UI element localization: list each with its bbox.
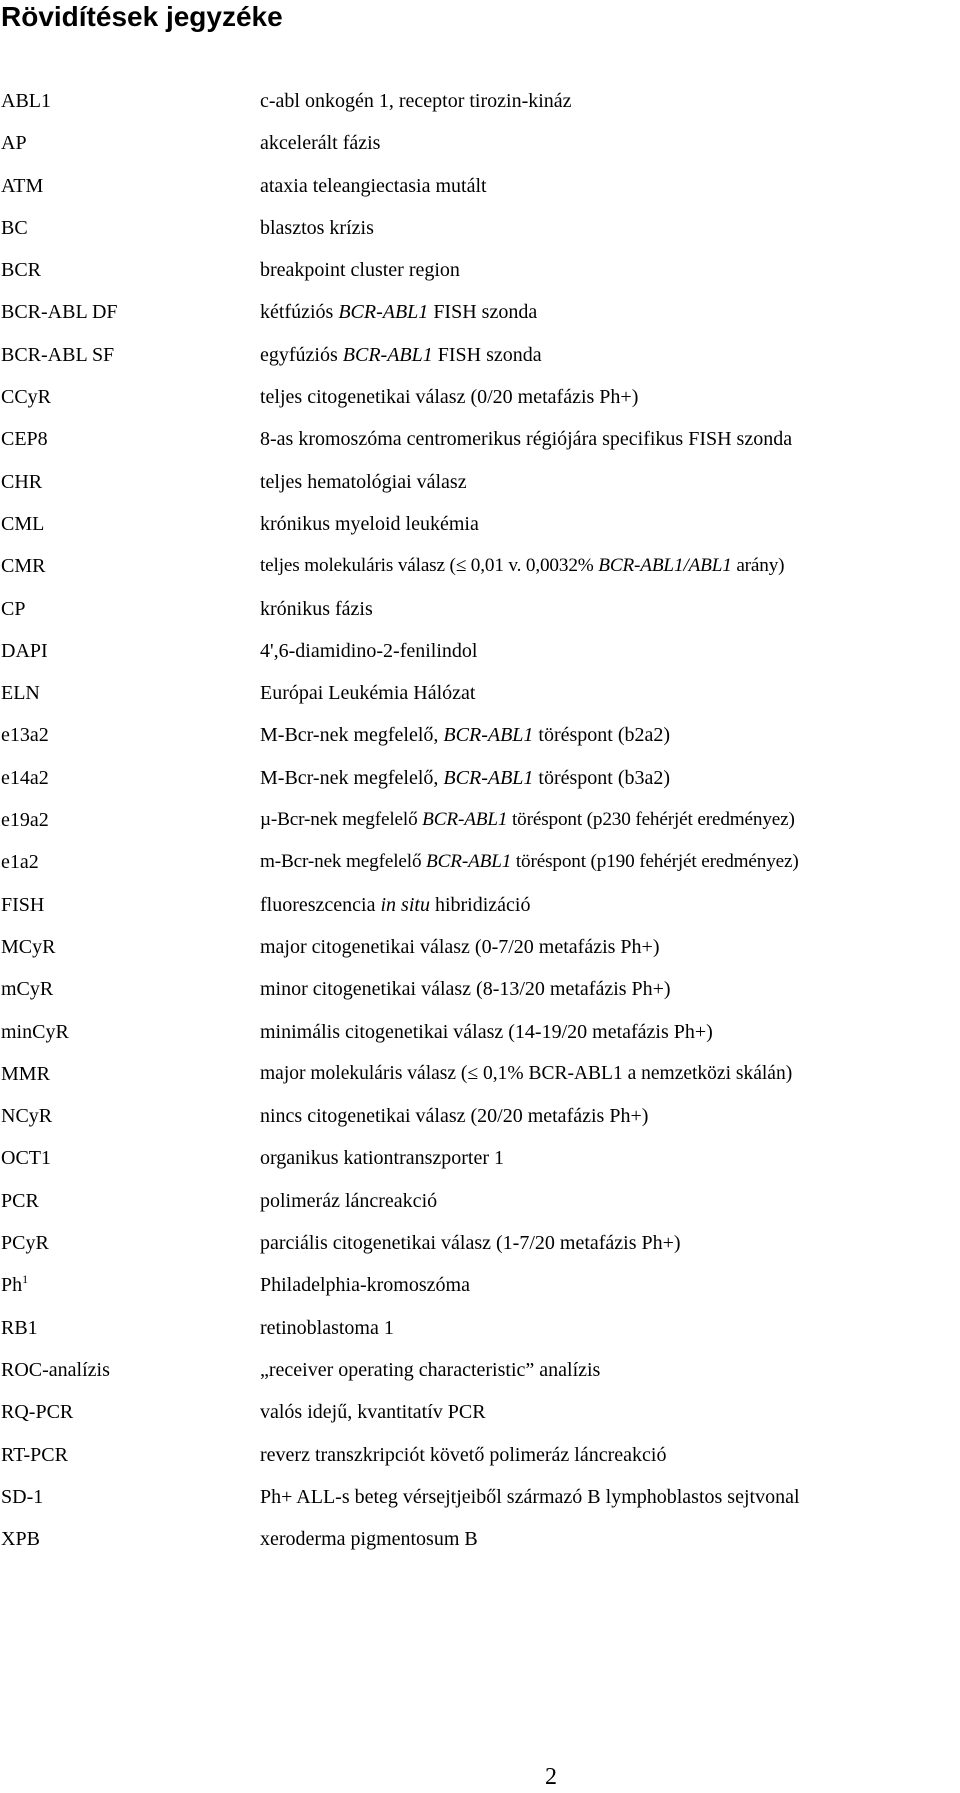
definition-text: minimális citogenetikai válasz (14-19/20 metafázis Ph+) [260, 1020, 713, 1043]
definition-text: teljes molekuláris válasz (≤ 0,01 v. 0,0032% [260, 555, 599, 577]
abbreviation-definition [260, 884, 530, 926]
abbreviation-term [1, 165, 43, 207]
abbreviation-term-text: e13a2 [1, 724, 49, 747]
definition-text: breakpoint cluster region [260, 259, 460, 282]
abbreviation-term [1, 714, 49, 756]
abbreviation-definition [260, 630, 477, 672]
abbreviation-row [0, 884, 960, 926]
abbreviation-term-text: ROC-analízis [1, 1358, 110, 1381]
abbreviation-term-text: e19a2 [1, 809, 49, 832]
definition-text: polimeráz láncreakció [260, 1189, 438, 1212]
definition-text: xeroderma pigmentosum B [260, 1528, 478, 1551]
abbreviation-row [0, 545, 960, 587]
abbreviation-term-text: CCyR [1, 386, 52, 409]
abbreviation-definition [260, 1095, 648, 1137]
definition-text: nincs citogenetikai válasz (20/20 metafázis Ph+) [260, 1105, 649, 1128]
abbreviation-definition [260, 1434, 666, 1476]
abbreviation-row [0, 1391, 960, 1433]
abbreviation-term-text: PCR [1, 1189, 39, 1212]
abbreviation-row [0, 1137, 960, 1179]
definition-italic-text: BCR-ABL1/ABL1 [598, 555, 732, 577]
definition-italic-text: in situ [380, 893, 430, 916]
abbreviation-term [1, 80, 51, 122]
abbreviation-row [0, 1307, 960, 1349]
abbreviation-term-text: ATM [1, 174, 44, 197]
abbreviation-term [1, 503, 44, 545]
abbreviation-row [0, 461, 960, 503]
abbreviation-term-text: CMR [1, 555, 46, 578]
abbreviation-row [0, 799, 960, 841]
abbreviation-row [0, 334, 960, 376]
abbreviation-definition [260, 1349, 600, 1391]
abbreviation-definition [260, 1137, 504, 1179]
definition-italic-text: BCR-ABL1 [443, 724, 534, 747]
abbreviation-term [1, 334, 114, 376]
page-number: 2 [545, 1764, 557, 1790]
abbreviation-definition [260, 1307, 394, 1349]
abbreviation-row [0, 630, 960, 672]
abbreviation-definition [260, 503, 479, 545]
definition-text: Európai Leukémia Hálózat [260, 682, 476, 705]
abbreviation-term-text: AP [1, 132, 27, 155]
abbreviation-definition [260, 1053, 792, 1095]
abbreviation-row [0, 757, 960, 799]
abbreviation-term-text: MCyR [1, 935, 56, 958]
definition-text: FISH szonda [432, 343, 542, 366]
abbreviation-term-text: DAPI [1, 639, 48, 662]
abbreviation-term-text: BCR [1, 259, 42, 282]
definition-italic-text: BCR-ABL1 [426, 851, 512, 873]
definition-text: töréspont (p230 fehérjét eredményez) [507, 809, 795, 831]
abbreviation-row [0, 80, 960, 122]
abbreviation-row [0, 122, 960, 164]
abbreviation-term-text: BC [1, 216, 28, 239]
abbreviation-definition [260, 249, 460, 291]
definition-text: reverz transzkripciót követő polimeráz láncreakció [260, 1443, 667, 1466]
abbreviation-term-text: e1a2 [1, 851, 39, 874]
page-title: Rövidítések jegyzéke [1, 1, 283, 32]
abbreviation-definition [260, 291, 537, 333]
abbreviation-term [1, 1222, 49, 1264]
definition-text: 8-as kromoszóma centromerikus régiójára specifikus FISH szonda [260, 428, 793, 451]
abbreviation-term [1, 1391, 73, 1433]
abbreviation-term-text: CML [1, 512, 45, 535]
abbreviation-definition [260, 122, 380, 164]
abbreviation-term-text: e14a2 [1, 766, 49, 789]
abbreviation-row [0, 1434, 960, 1476]
abbreviation-term [1, 1137, 51, 1179]
abbreviation-definition [260, 926, 659, 968]
abbreviation-term [1, 1476, 43, 1518]
abbreviation-term [1, 630, 48, 672]
abbreviation-term [1, 1053, 50, 1095]
abbreviation-term [1, 1180, 39, 1222]
abbreviation-row [0, 841, 960, 883]
definition-text: 4',6-diamidino-2-fenilindol [260, 639, 478, 662]
abbreviation-row [0, 207, 960, 249]
abbreviation-row [0, 249, 960, 291]
abbreviation-definition [260, 1011, 713, 1053]
abbreviation-row [0, 1349, 960, 1391]
abbreviation-term [1, 1434, 68, 1476]
abbreviation-term [1, 1349, 110, 1391]
abbreviation-term-text: NCyR [1, 1105, 53, 1128]
abbreviation-term-text: minCyR [1, 1020, 69, 1043]
definition-text: krónikus fázis [260, 597, 373, 620]
abbreviation-term-text: SD-1 [1, 1485, 44, 1508]
abbreviation-definition [260, 588, 373, 630]
abbreviation-term-text: mCyR [1, 978, 54, 1001]
abbreviation-term [1, 841, 39, 883]
abbreviation-term [1, 926, 55, 968]
definition-text: FISH szonda [428, 301, 538, 324]
definition-text: fluoreszcencia [260, 893, 381, 916]
abbreviation-term [1, 418, 48, 460]
definition-text: teljes hematológiai válasz [260, 470, 467, 493]
definition-text: Philadelphia-kromoszóma [260, 1274, 470, 1297]
abbreviation-row [0, 926, 960, 968]
abbreviation-row [0, 1476, 960, 1518]
abbreviation-term [1, 376, 51, 418]
abbreviation-definition [260, 1391, 486, 1433]
abbreviation-term-text: Ph [1, 1274, 23, 1297]
abbreviation-definition [260, 1476, 800, 1518]
abbreviation-term-text: RQ-PCR [1, 1401, 74, 1424]
abbreviation-definition [260, 799, 795, 841]
abbreviation-row [0, 968, 960, 1010]
abbreviation-term [1, 1264, 28, 1306]
abbreviation-row [0, 1180, 960, 1222]
definition-italic-text: BCR-ABL1 [342, 343, 433, 366]
definition-text: Ph+ ALL-s beteg vérsejtjeiből származó B lymphoblastos sejtvonal [260, 1485, 800, 1508]
abbreviation-definition [260, 841, 799, 883]
abbreviation-superscript: 1 [22, 1272, 29, 1287]
abbreviation-term [1, 1518, 40, 1560]
abbreviation-row [0, 714, 960, 756]
abbreviation-definition [260, 165, 487, 207]
abbreviation-definition [260, 1264, 470, 1306]
abbreviation-term [1, 291, 118, 333]
abbreviation-term-text: ABL1 [1, 90, 51, 112]
abbreviation-term [1, 884, 44, 926]
definition-text: blasztos krízis [260, 216, 374, 239]
abbreviation-term-text: OCT1 [1, 1147, 51, 1170]
abbreviation-list [0, 80, 960, 1560]
abbreviation-definition [260, 1518, 478, 1560]
abbreviation-row [0, 376, 960, 418]
abbreviation-term [1, 1307, 38, 1349]
abbreviation-row [0, 1264, 960, 1306]
definition-text: egyfúziós [260, 343, 343, 366]
abbreviation-term [1, 672, 40, 714]
abbreviation-definition [260, 757, 670, 799]
abbreviation-term-text: CHR [1, 470, 43, 493]
abbreviation-definition [260, 207, 374, 249]
abbreviation-definition [260, 968, 671, 1010]
definition-text: organikus kationtranszporter 1 [260, 1147, 505, 1170]
abbreviation-term-text: BCR-ABL DF [1, 301, 118, 324]
abbreviation-definition [260, 672, 475, 714]
definition-text: parciális citogenetikai válasz (1-7/20 metafázis Ph+) [260, 1232, 681, 1255]
abbreviation-term [1, 249, 41, 291]
abbreviation-term [1, 545, 45, 587]
abbreviation-term [1, 799, 49, 841]
definition-text: „receiver operating characteristic” analízis [260, 1358, 601, 1381]
abbreviation-term [1, 461, 42, 503]
abbreviation-row [0, 672, 960, 714]
definition-italic-text: BCR-ABL1 [422, 809, 508, 831]
abbreviation-term-text: RT-PCR [1, 1443, 68, 1466]
definition-text: teljes citogenetikai válasz (0/20 metafázis Ph+) [260, 386, 639, 409]
definition-text: major citogenetikai válasz (0-7/20 metafázis Ph+) [260, 935, 660, 958]
abbreviation-row [0, 1095, 960, 1137]
abbreviation-term [1, 207, 28, 249]
definition-text: kétfúziós [260, 301, 339, 324]
definition-text: arány) [731, 555, 785, 577]
abbreviation-definition [260, 714, 670, 756]
abbreviation-term-text: CP [1, 597, 26, 620]
definition-text: minor citogenetikai válasz (8-13/20 metafázis Ph+) [260, 978, 671, 1001]
abbreviation-term [1, 968, 53, 1010]
abbreviation-term-text: ELN [1, 682, 40, 705]
abbreviation-term-text: MMR [1, 1062, 50, 1085]
abbreviation-definition [260, 418, 792, 460]
abbreviation-definition [260, 1180, 437, 1222]
definition-text: töréspont (b3a2) [533, 766, 671, 789]
abbreviation-row [0, 165, 960, 207]
definition-italic-text: BCR-ABL1 [338, 301, 429, 324]
abbreviation-row [0, 1011, 960, 1053]
abbreviation-row [0, 503, 960, 545]
abbreviation-definition [260, 545, 784, 587]
abbreviation-term-text: RB1 [1, 1316, 38, 1339]
definition-text: akcelerált fázis [260, 132, 381, 155]
abbreviation-row [0, 1222, 960, 1264]
definition-text: ataxia teleangiectasia mutált [260, 174, 487, 197]
abbreviation-term [1, 1011, 69, 1053]
abbreviation-row [0, 1518, 960, 1560]
abbreviation-row [0, 1053, 960, 1095]
abbreviation-row [0, 418, 960, 460]
definition-text: major molekuláris válasz (≤ 0,1% BCR-ABL1 a nemzetközi skálán) [260, 1062, 793, 1084]
definition-text: M-Bcr-nek megfelelő, [260, 766, 444, 789]
abbreviation-term [1, 1095, 52, 1137]
abbreviation-definition [260, 461, 467, 503]
definition-italic-text: BCR-ABL1 [443, 766, 534, 789]
definition-text: valós idejű, kvantitatív PCR [260, 1401, 486, 1424]
abbreviation-definition [260, 80, 572, 122]
definition-text: hibridizáció [429, 893, 531, 916]
abbreviation-definition [260, 1222, 681, 1264]
abbreviation-definition [260, 376, 638, 418]
definition-text: M-Bcr-nek megfelelő, [260, 724, 444, 747]
abbreviation-term-text: PCyR [1, 1232, 49, 1255]
abbreviation-term-text: BCR-ABL SF [1, 343, 115, 366]
abbreviation-term [1, 757, 49, 799]
abbreviation-term [1, 588, 25, 630]
definition-text: c-abl onkogén 1, receptor tirozin-kináz [260, 90, 572, 112]
abbreviation-row [0, 291, 960, 333]
definition-text: retinoblastoma 1 [260, 1316, 394, 1339]
definition-text: töréspont (b2a2) [533, 724, 671, 747]
abbreviation-term-text: CEP8 [1, 428, 48, 451]
abbreviation-definition [260, 334, 542, 376]
definition-text: µ-Bcr-nek megfelelő [260, 809, 423, 831]
abbreviation-row [0, 588, 960, 630]
definition-text: töréspont (p190 fehérjét eredményez) [511, 851, 799, 873]
abbreviation-term [1, 122, 27, 164]
abbreviation-term-text: FISH [1, 893, 45, 916]
definition-text: m-Bcr-nek megfelelő [260, 851, 427, 873]
abbreviation-term-text: XPB [1, 1528, 40, 1551]
definition-text: krónikus myeloid leukémia [260, 512, 479, 535]
